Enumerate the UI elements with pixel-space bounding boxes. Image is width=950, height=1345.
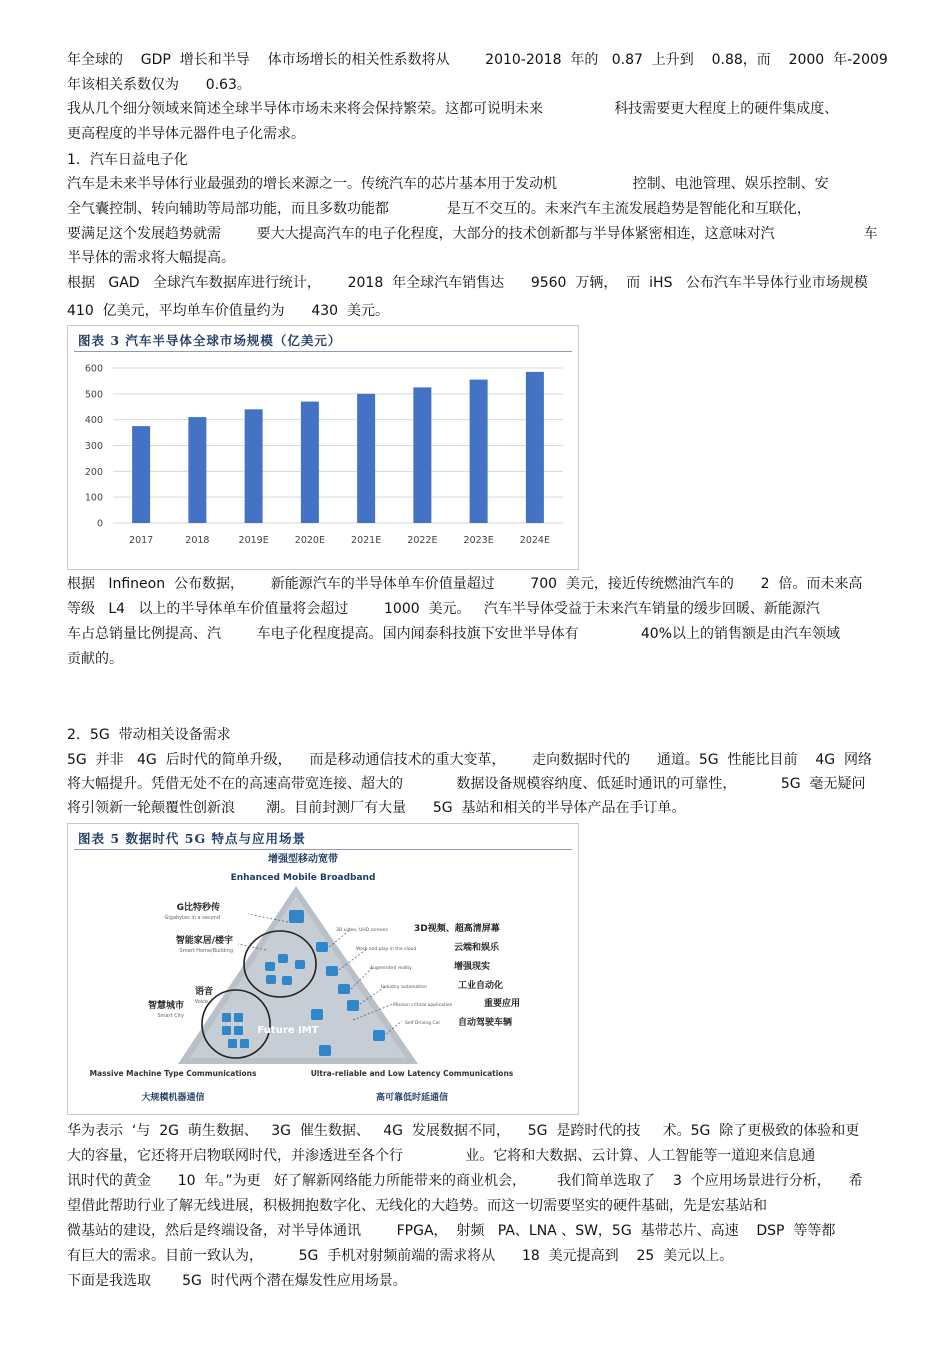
x-tick-label: 2021E: [351, 535, 382, 546]
paragraph-line: 下面是我选取 5G 时代两个潜在爆发性应用场景。: [67, 1273, 407, 1289]
x-tick-label: 2023E: [463, 535, 494, 546]
uhd-screen-icon: [316, 942, 328, 952]
paragraph-line: 我从几个细分领域来简述全球半导体市场未来将会保持繁荣。这都可说明未来 科技需要更大程度上的硬件集成度、: [67, 101, 839, 117]
bar: [132, 426, 150, 523]
top-label-en: Enhanced Mobile Broadband: [230, 873, 376, 883]
paragraph-line: 要满足这个发展趋势就需 要大大提高汽车的电子化程度，大部分的技术创新都与半导体紧密相连，这意味对汽 车: [67, 226, 878, 242]
paragraph-line: 半导体的需求将大幅提高。: [67, 250, 235, 266]
bar: [413, 387, 431, 523]
smart-home-icon: [295, 960, 305, 969]
top-label-cn: 增强型移动宽带: [268, 854, 338, 865]
paragraph-line: 将引领新一轮颠覆性创新浪 潮。目前封测厂有大量 5G 基站和相关的半导体产品在手订单。: [67, 800, 686, 816]
paragraph-line: 将大幅提升。凭借无处不在的高速高带宽连接、超大的 数据设备规模容纳度、低延时通讯的可靠性， 5G 毫无疑问: [67, 776, 866, 792]
smart-home-icon: [265, 962, 275, 971]
left-label-en: Gigabytes in a second: [164, 915, 220, 921]
right-label-en: Mission critical application: [393, 1003, 453, 1008]
paragraph-line: 有巨大的需求。目前一致认为， 5G 手机对射频前端的需求将从 18 美元提高到 25 美元以上。: [67, 1248, 734, 1264]
urllc-label-cn: 高可靠低时延通信: [375, 1093, 449, 1103]
right-label-cn: 自动驾驶车辆: [458, 1018, 513, 1028]
bar-chart: [68, 326, 578, 569]
mmtc-label-en: Massive Machine Type Communications: [89, 1069, 257, 1078]
left-label-cn: 智慧城市: [147, 1001, 184, 1011]
right-label-en: Self Driving Car: [405, 1021, 441, 1026]
left-label-cn: G比特秒传: [176, 903, 220, 913]
smart-city-icon: [228, 1039, 237, 1048]
y-tick-label: 200: [84, 466, 103, 478]
voice-icon: [311, 1009, 323, 1020]
paragraph-line: 大的容量，它还将开启物联网时代，并渗透进至各个行 业。它将和大数据、云计算、人工智能等一道迎来信息通: [67, 1148, 816, 1164]
self-driving-icon: [373, 1030, 385, 1041]
right-label-cn: 重要应用: [484, 999, 521, 1009]
paragraph-line: 贡献的。: [67, 651, 123, 667]
urllc-label-en: Ultra-reliable and Low Latency Communications: [310, 1069, 514, 1078]
right-label-en: Industry automation: [381, 985, 427, 990]
bar: [470, 380, 488, 523]
figure-3-title: 图表 3 汽车半导体全球市场规模（亿美元）: [78, 333, 342, 348]
left-label-en: Smart Home/Building: [179, 948, 233, 954]
smart-city-icon: [234, 1026, 243, 1035]
bar: [357, 394, 375, 523]
center-label: Future IMT: [257, 1025, 319, 1036]
x-tick-label: 2017: [129, 535, 154, 546]
x-tick-label: 2018: [185, 535, 210, 546]
y-tick-label: 100: [84, 492, 103, 504]
paragraph-line: 汽车是未来半导体行业最强劲的增长来源之一。传统汽车的芯片基本用于发动机 控制、电池管理、娱乐控制、安: [67, 176, 829, 192]
bar: [245, 409, 263, 523]
left-label-en: Voice: [194, 999, 208, 1005]
left-label-cn: 语音: [194, 987, 213, 997]
paragraph-line: 5G 并非 4G 后时代的简单升级， 而是移动通信技术的重大变革， 走向数据时代的 通道。5G 性能比目前 4G 网络: [67, 752, 872, 768]
left-label-cn: 智能家居/楼宇: [175, 936, 233, 946]
5g-triangle-diagram: [68, 824, 578, 1114]
smart-city-icon: [240, 1039, 249, 1048]
smart-home-icon: [278, 954, 288, 963]
smart-home-icon: [266, 975, 276, 984]
y-tick-label: 0: [96, 518, 103, 530]
y-tick-label: 400: [84, 415, 103, 427]
right-label-cn: 3D视频、超高清屏幕: [414, 924, 500, 934]
y-tick-label: 600: [84, 363, 103, 375]
paragraph-line: 全气囊控制、转向辅助等局部功能，而且多数功能都 是互不交互的。未来汽车主流发展趋势是智能化和互联化，: [67, 201, 811, 217]
network-icon: [319, 1045, 331, 1056]
paragraph-line: 更高程度的半导体元器件电子化需求。: [67, 126, 305, 142]
x-tick-label: 2020E: [294, 535, 325, 546]
paragraph-line: 根据 Infineon 公布数据， 新能源汽车的半导体单车价值量超过 700 美元，接近传统燃油汽车的 2 倍。而未来高: [67, 576, 863, 592]
right-label-en: Work and play in the cloud: [356, 947, 417, 952]
left-label-en: Smart City: [157, 1013, 184, 1019]
paragraph-line: 望借此帮助行业了解无线进展，积极拥抱数字化、无线化的大趋势。而这一切需要坚实的硬件基础，先是宏基站和: [67, 1198, 767, 1214]
mmtc-label-cn: 大规模机器通信: [141, 1093, 205, 1103]
x-tick-label: 2024E: [519, 535, 550, 546]
y-tick-label: 500: [84, 389, 103, 401]
section-heading: 1．汽车日益电子化: [67, 152, 188, 168]
paragraph-line: 讯时代的黄金 10 年。”为更 好了解新网络能力所能带来的商业机会， 我们简单选取了 3 个应用场景进行分析， 希: [67, 1173, 863, 1189]
right-label-cn: 工业自动化: [458, 981, 504, 991]
smart-city-icon: [222, 1013, 231, 1022]
bar: [526, 372, 544, 523]
ar-icon: [338, 984, 350, 994]
x-tick-label: 2019E: [238, 535, 269, 546]
smart-city-icon: [222, 1026, 231, 1035]
cloud-icon: [326, 966, 338, 976]
right-label-cn: 增强现实: [454, 962, 491, 972]
bar: [301, 402, 319, 523]
smart-home-icon: [282, 976, 292, 985]
bar: [188, 417, 206, 523]
paragraph-line: 根据 GAD 全球汽车数据库进行统计， 2018 年全球汽车销售达 9560 万辆， 而 iHS 公布汽车半导体行业市场规模: [67, 275, 868, 291]
paragraph-line: 车占总销量比例提高、汽 车电子化程度提高。国内闻泰科技旗下安世半导体有 40%以上的销售额是由汽车领域: [67, 626, 841, 642]
x-tick-label: 2022E: [407, 535, 438, 546]
paragraph-line: 年全球的 GDP 增长和半导 体市场增长的相关性系数将从 2010-2018 年的 0.87 上升到 0.88，而 2000 年-2009: [67, 52, 888, 68]
paragraph-line: 微基站的建设，然后是终端设备，对半导体通讯 FPGA， 射频 PA、LNA 、SW，5G 基带芯片、高速 DSP 等等都: [67, 1223, 836, 1239]
figure-3-chart: [67, 325, 579, 570]
figure-5-title: 图表 5 数据时代 5G 特点与应用场景: [78, 831, 306, 846]
figure-5-diagram: [67, 823, 579, 1115]
right-label-en: Augmented reality: [370, 966, 412, 971]
paragraph-line: 华为表示 ‘与 2G 萌生数据、 3G 催生数据、 4G 发展数据不同， 5G 是跨时代的技 术。5G 除了更极致的体验和更: [67, 1123, 860, 1139]
gigabit-icon: [289, 910, 304, 923]
smart-city-icon: [234, 1013, 243, 1022]
right-label-cn: 云端和娱乐: [454, 943, 500, 953]
y-tick-label: 300: [84, 441, 103, 452]
industry-icon: [347, 1000, 359, 1011]
paragraph-line: 等级 L4 以上的半导体单车价值量将会超过 1000 美元。 汽车半导体受益于未来汽车销量的缓步回暖、新能源汽: [67, 601, 820, 617]
right-label-en: 3D video, UHD screens: [336, 928, 388, 933]
paragraph-line: 410 亿美元，平均单车价值量约为 430 美元。: [67, 303, 389, 319]
paragraph-line: 年该相关系数仅为 0.63。: [67, 77, 251, 93]
section-heading: 2．5G 带动相关设备需求: [67, 727, 231, 743]
